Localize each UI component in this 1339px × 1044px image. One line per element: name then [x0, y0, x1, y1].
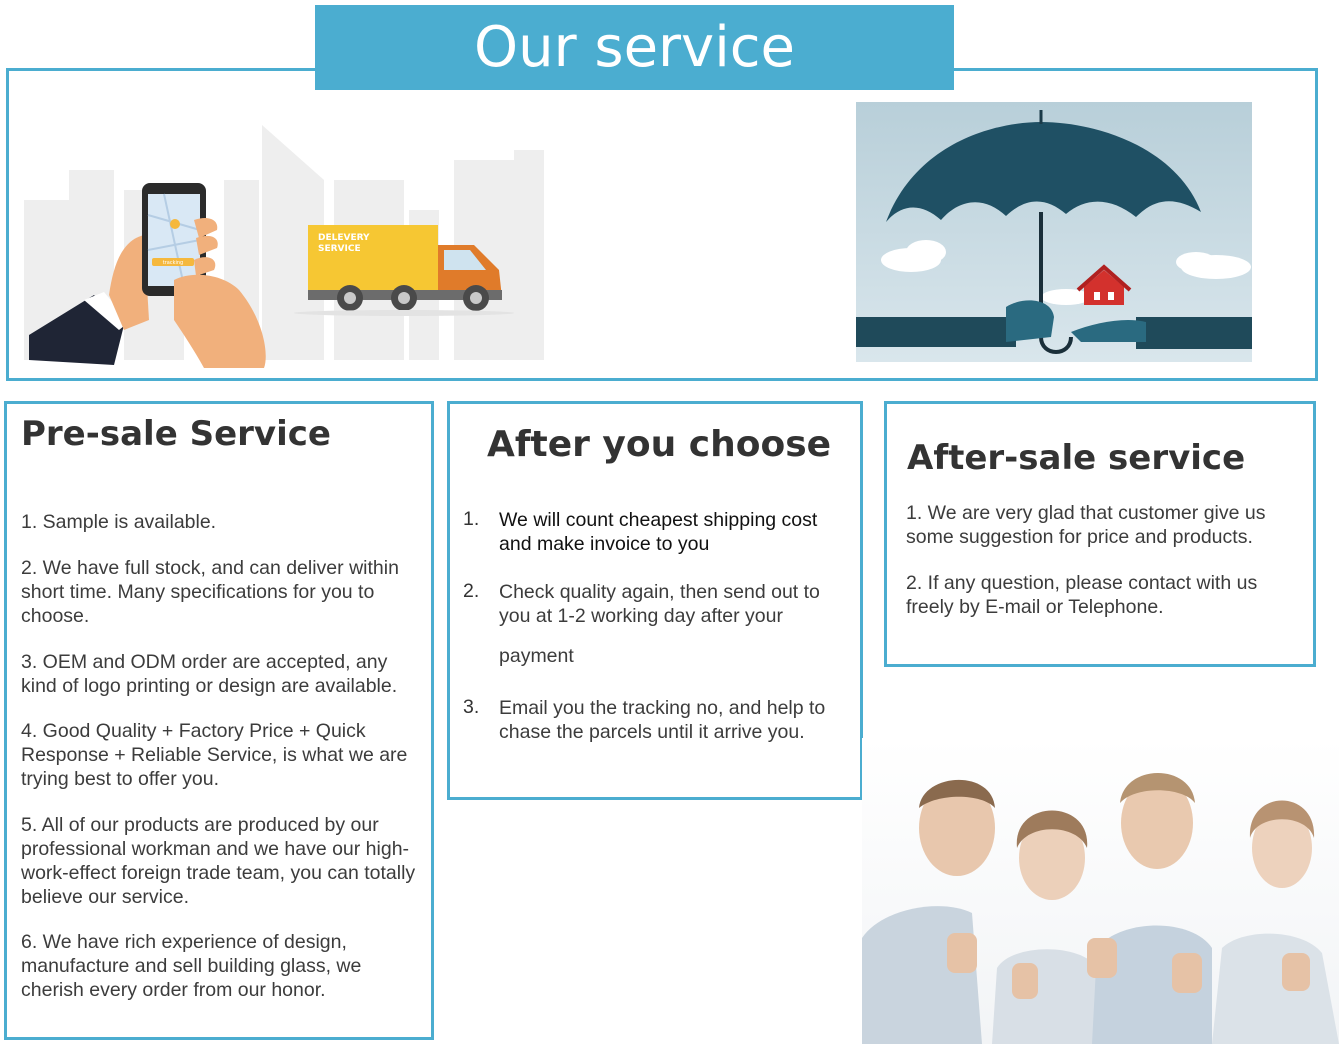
after-choose-num-2: 2. [463, 580, 480, 602]
presale-item-5: 5. All of our products are produced by our professional workman and we have our high-work-effect foreign trade team, you can totally believe our service. [21, 814, 416, 908]
umbrella-insurance-illustration [856, 102, 1252, 362]
presale-service-card [4, 401, 434, 1040]
after-choose-title: After you choose [487, 424, 832, 465]
presale-item-2: 2. We have full stock, and can deliver within short time. Many specifications for you to choose. [21, 557, 399, 627]
svg-text:tracking: tracking [162, 260, 184, 266]
page-title: Our service [315, 5, 954, 90]
presale-item-6: 6. We have rich experience of design, manufacture and sell building glass, we cherish every order from our honor. [21, 931, 362, 1001]
presale-title: Pre-sale Service [21, 414, 331, 454]
aftersale-item-2: 2. If any question, please contact with us freely by E-mail or Telephone. [906, 572, 1258, 618]
svg-text:SERVICE: SERVICE [318, 244, 361, 254]
svg-text:DELEVERY: DELEVERY [318, 233, 370, 243]
team-thumbs-up-photo [862, 738, 1339, 1044]
delivery-illustration [24, 120, 554, 368]
after-choose-item-3: Email you the tracking no, and help to chase the parcels until it arrive you. [499, 697, 826, 743]
after-choose-item-2-cont: payment [499, 645, 574, 667]
presale-item-3: 3. OEM and ODM order are accepted, any kind of logo printing or design are available. [21, 651, 398, 697]
aftersale-item-1: 1. We are very glad that customer give us some suggestion for price and products. [906, 502, 1266, 548]
after-choose-card [447, 401, 863, 800]
aftersale-service-card [884, 401, 1316, 667]
after-choose-num-1: 1. [463, 508, 480, 530]
aftersale-title: After-sale service [907, 438, 1246, 478]
presale-item-1: 1. Sample is available. [21, 511, 217, 533]
after-choose-item-1: We will count cheapest shipping cost and make invoice to you [499, 509, 818, 555]
after-choose-num-3: 3. [463, 696, 480, 718]
presale-item-4: 4. Good Quality + Factory Price + Quick Response + Reliable Service, is what we are trying best to offer you. [21, 720, 408, 790]
after-choose-item-2: Check quality again, then send out to you at 1-2 working day after your [499, 581, 820, 627]
